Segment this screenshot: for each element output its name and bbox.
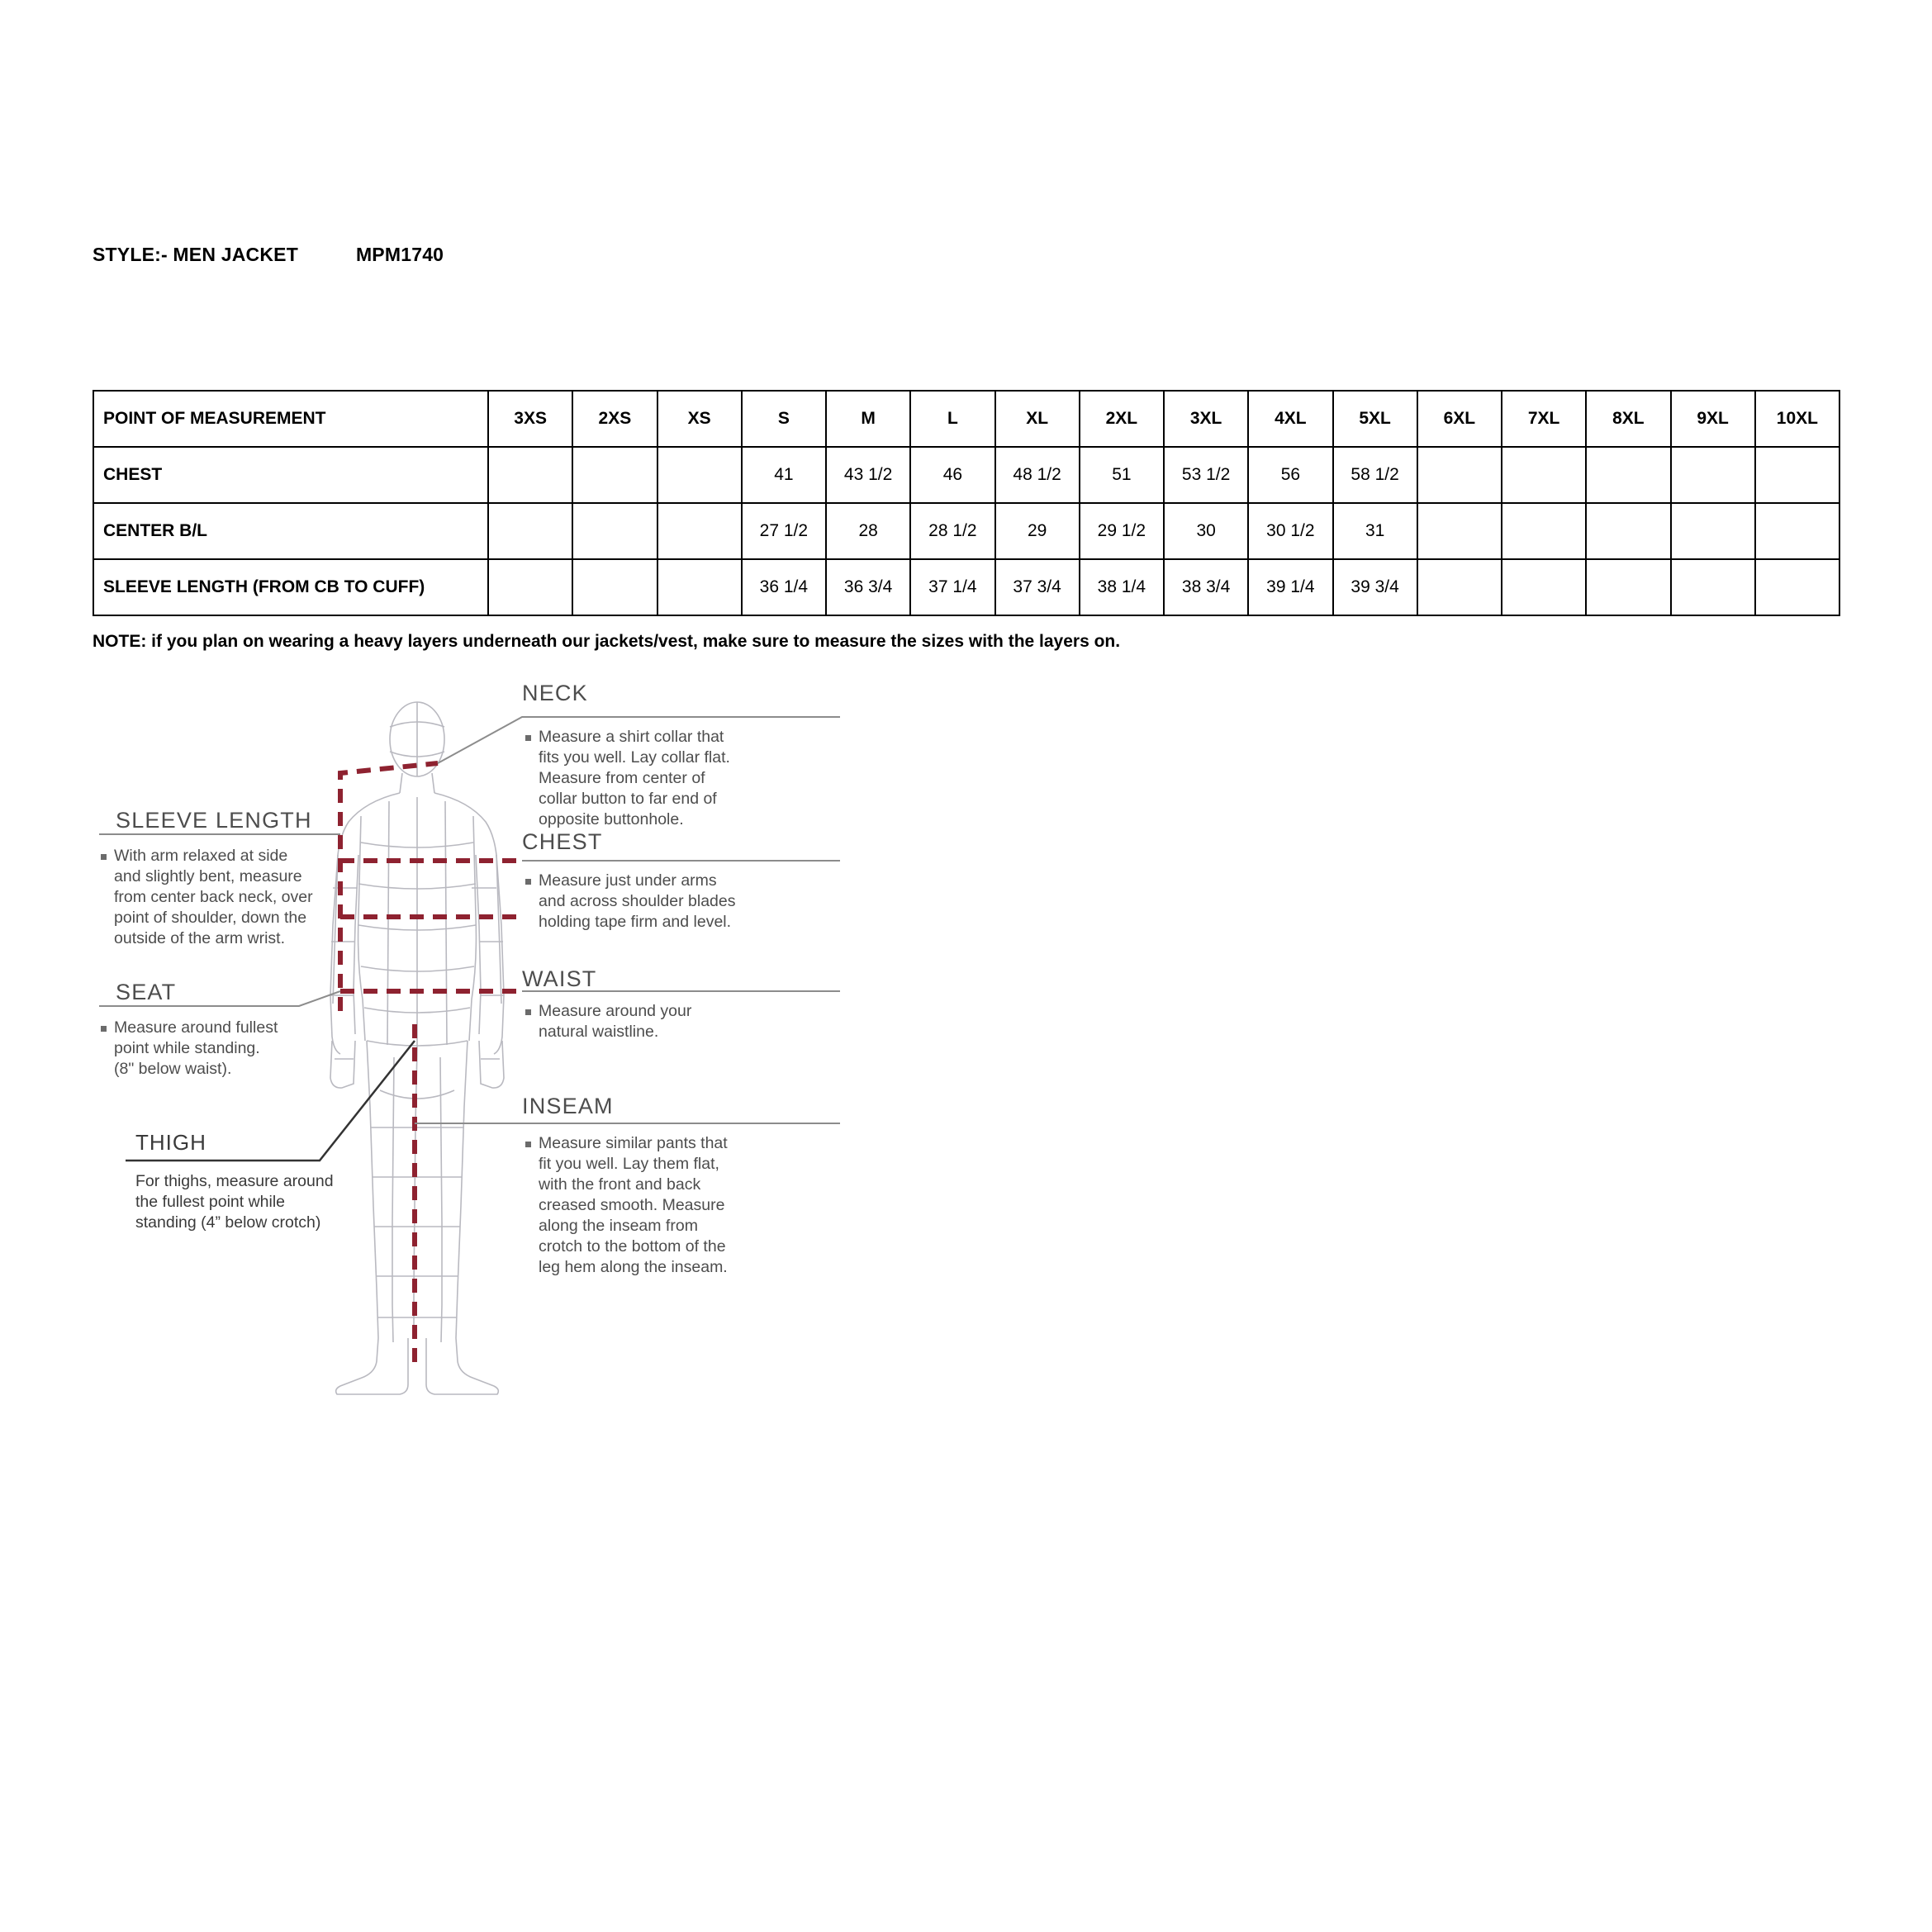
measurement-cell: 37 1/4 xyxy=(910,559,994,615)
size-chart-table-container xyxy=(93,390,1840,616)
note-text: NOTE: if you plan on wearing a heavy layers underneath our jackets/vest, make sure to measure the sizes with the layers on. xyxy=(93,632,1121,651)
measurement-cell: 30 xyxy=(1164,503,1248,559)
column-header-size-7xl: 7XL xyxy=(1502,391,1586,447)
bullet-icon xyxy=(525,1142,531,1147)
measurement-cell: 29 1/2 xyxy=(1080,503,1164,559)
callout-seat-line-0: Measure around fullest xyxy=(114,1018,278,1037)
measurement-cell xyxy=(1671,447,1755,503)
callout-inseam-title: INSEAM xyxy=(522,1094,614,1118)
callout-sleeve-length xyxy=(99,808,340,947)
callout-neck-line-1: fits you well. Lay collar flat. xyxy=(539,748,730,767)
table-row xyxy=(93,559,1839,615)
callout-waist-line-1: natural waistline. xyxy=(539,1023,659,1041)
measurement-cell xyxy=(572,447,657,503)
callout-inseam-line-5: crotch to the bottom of the xyxy=(539,1237,726,1256)
callout-inseam-line-1: fit you well. Lay them flat, xyxy=(539,1155,719,1173)
callout-neck-line-4: opposite buttonhole. xyxy=(539,810,684,828)
callout-chest-line-2: holding tape firm and level. xyxy=(539,913,732,931)
column-header-size-3xs: 3XS xyxy=(488,391,572,447)
bullet-icon xyxy=(525,1009,531,1015)
measurement-cell: 30 1/2 xyxy=(1248,503,1332,559)
callout-thigh-title: THIGH xyxy=(135,1130,206,1155)
style-header xyxy=(93,244,444,266)
measurement-cell xyxy=(488,503,572,559)
measurement-cell xyxy=(657,559,742,615)
measurement-cell xyxy=(1502,447,1586,503)
measurement-cell xyxy=(1502,503,1586,559)
callout-sleeve-line-3: point of shoulder, down the xyxy=(114,909,307,927)
callout-inseam-line-2: with the front and back xyxy=(539,1175,701,1194)
callout-seat-line-1: point while standing. xyxy=(114,1039,260,1057)
column-header-size-8xl: 8XL xyxy=(1586,391,1670,447)
callout-inseam-line-0: Measure similar pants that xyxy=(539,1134,728,1152)
column-header-size-6xl: 6XL xyxy=(1417,391,1502,447)
measurement-cell: 51 xyxy=(1080,447,1164,503)
measurement-cell: 36 3/4 xyxy=(826,559,910,615)
callout-waist-title: WAIST xyxy=(522,966,597,991)
callout-neck-line-3: collar button to far end of xyxy=(539,790,717,808)
measurement-cell: 36 1/4 xyxy=(742,559,826,615)
measurement-cell xyxy=(1417,503,1502,559)
measurement-cell: 41 xyxy=(742,447,826,503)
table-row xyxy=(93,503,1839,559)
callout-sleeve-line-2: from center back neck, over xyxy=(114,888,313,906)
measurement-cell xyxy=(1671,503,1755,559)
callout-sleeve-line-0: With arm relaxed at side xyxy=(114,847,288,865)
callout-seat-title: SEAT xyxy=(116,980,177,1004)
callout-waist-line-0: Measure around your xyxy=(539,1002,692,1020)
measurement-cell xyxy=(1417,559,1502,615)
measurement-cell: 48 1/2 xyxy=(995,447,1080,503)
callout-chest-line-0: Measure just under arms xyxy=(539,871,717,890)
measurement-cell xyxy=(1755,559,1839,615)
row-label: CHEST xyxy=(93,447,488,503)
style-label: STYLE:- MEN JACKET xyxy=(93,244,298,265)
measurement-cell xyxy=(1586,559,1670,615)
measurement-cell xyxy=(1671,559,1755,615)
measurement-cell xyxy=(657,447,742,503)
column-header-size-3xl: 3XL xyxy=(1164,391,1248,447)
column-header-size-5xl: 5XL xyxy=(1333,391,1417,447)
callout-chest xyxy=(522,829,840,931)
callout-thigh-line-1: the fullest point while xyxy=(135,1193,286,1211)
column-header-size-m: M xyxy=(826,391,910,447)
callout-inseam xyxy=(415,1094,840,1276)
column-header-size-10xl: 10XL xyxy=(1755,391,1839,447)
measurement-cell: 53 1/2 xyxy=(1164,447,1248,503)
measurement-cell xyxy=(657,503,742,559)
column-header-size-4xl: 4XL xyxy=(1248,391,1332,447)
measurement-cell xyxy=(1755,503,1839,559)
callout-neck-line-0: Measure a shirt collar that xyxy=(539,728,724,746)
callout-waist xyxy=(522,966,840,1041)
callout-neck xyxy=(438,681,840,828)
bullet-icon xyxy=(101,854,107,860)
measurement-cell: 38 1/4 xyxy=(1080,559,1164,615)
measurement-cell: 37 3/4 xyxy=(995,559,1080,615)
column-header-size-l: L xyxy=(910,391,994,447)
measurement-cell: 39 3/4 xyxy=(1333,559,1417,615)
measurement-diagram xyxy=(93,677,968,1404)
callout-chest-title: CHEST xyxy=(522,829,603,854)
measurement-cell: 28 xyxy=(826,503,910,559)
measurement-cell: 56 xyxy=(1248,447,1332,503)
measurement-cell xyxy=(488,559,572,615)
column-header-size-2xs: 2XS xyxy=(572,391,657,447)
table-row xyxy=(93,447,1839,503)
measurement-cell xyxy=(1755,447,1839,503)
callout-neck-line-2: Measure from center of xyxy=(539,769,705,787)
measurement-cell: 28 1/2 xyxy=(910,503,994,559)
column-header-size-s: S xyxy=(742,391,826,447)
column-header-size-2xl: 2XL xyxy=(1080,391,1164,447)
column-header-point-of-measurement: POINT OF MEASUREMENT xyxy=(93,391,488,447)
table-header-row xyxy=(93,391,1839,447)
row-label: SLEEVE LENGTH (FROM CB TO CUFF) xyxy=(93,559,488,615)
column-header-size-xl: XL xyxy=(995,391,1080,447)
callout-chest-line-1: and across shoulder blades xyxy=(539,892,736,910)
column-header-size-xs: XS xyxy=(657,391,742,447)
measurement-cell xyxy=(1417,447,1502,503)
callout-sleeve-line-4: outside of the arm wrist. xyxy=(114,929,285,947)
callout-sleeve-title: SLEEVE LENGTH xyxy=(116,808,312,833)
measurement-cell: 39 1/4 xyxy=(1248,559,1332,615)
bullet-icon xyxy=(525,735,531,741)
callout-inseam-line-6: leg hem along the inseam. xyxy=(539,1258,728,1276)
measurement-cell: 31 xyxy=(1333,503,1417,559)
callout-inseam-line-4: along the inseam from xyxy=(539,1217,698,1235)
measurement-cell xyxy=(1586,447,1670,503)
row-label: CENTER B/L xyxy=(93,503,488,559)
callout-neck-title: NECK xyxy=(522,681,588,705)
measurement-cell: 46 xyxy=(910,447,994,503)
bullet-icon xyxy=(101,1026,107,1032)
callout-sleeve-line-1: and slightly bent, measure xyxy=(114,867,302,885)
callout-seat xyxy=(99,980,340,1078)
callout-seat-line-2: (8" below waist). xyxy=(114,1060,232,1078)
measurement-cell xyxy=(572,503,657,559)
measurement-cell xyxy=(1586,503,1670,559)
measurement-cell xyxy=(572,559,657,615)
measurement-cell: 29 xyxy=(995,503,1080,559)
measurement-cell: 27 1/2 xyxy=(742,503,826,559)
bullet-icon xyxy=(525,879,531,885)
column-header-size-9xl: 9XL xyxy=(1671,391,1755,447)
measurement-cell xyxy=(1502,559,1586,615)
callout-thigh-line-0: For thighs, measure around xyxy=(135,1172,334,1190)
style-code: MPM1740 xyxy=(355,244,444,265)
size-chart-table xyxy=(93,390,1840,616)
callout-thigh-line-2: standing (4” below crotch) xyxy=(135,1213,321,1232)
measurement-cell: 43 1/2 xyxy=(826,447,910,503)
measurement-cell: 38 3/4 xyxy=(1164,559,1248,615)
measurement-cell xyxy=(488,447,572,503)
callout-inseam-line-3: creased smooth. Measure xyxy=(539,1196,725,1214)
measurement-cell: 58 1/2 xyxy=(1333,447,1417,503)
